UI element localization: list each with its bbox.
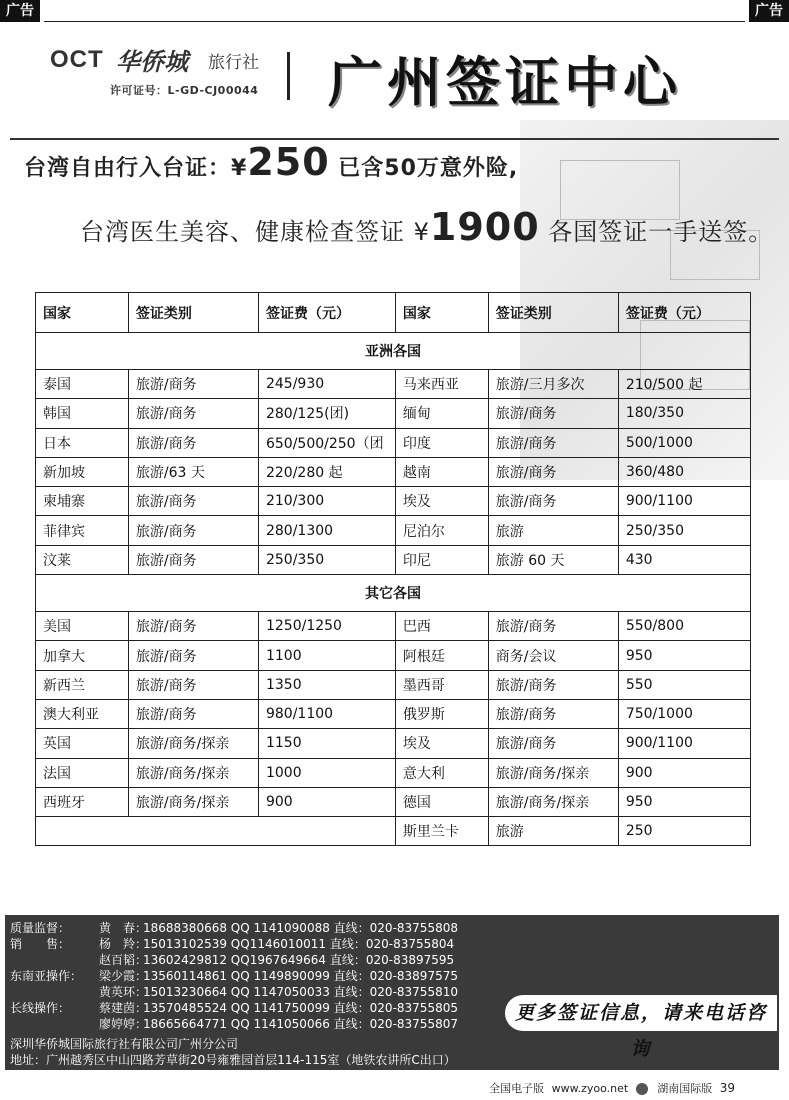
cell-country: 西班牙 <box>36 787 129 816</box>
cell-visa-type: 商务/会议 <box>488 641 618 670</box>
page-number: 39 <box>719 1081 735 1095</box>
header-visa-fee: 签证费（元） <box>618 293 750 333</box>
cell-country: 缅甸 <box>395 399 488 428</box>
cell-visa-fee: 280/125(团) <box>258 399 395 428</box>
cell-visa-type: 旅游/商务 <box>488 487 618 516</box>
ad-tag-left: 广告 <box>0 0 40 22</box>
cell-country: 印度 <box>395 428 488 457</box>
cell-country: 巴西 <box>395 612 488 641</box>
contact-name: 梁少霞： <box>99 969 148 983</box>
cell-visa-fee: 900/1100 <box>618 729 750 758</box>
section-asia: 亚洲各国 <box>36 333 751 370</box>
cell-visa-fee: 1350 <box>258 670 395 699</box>
table-row <box>36 729 751 758</box>
cell-country: 马来西亚 <box>395 370 488 399</box>
cell-visa-fee: 950 <box>618 641 750 670</box>
cell-country: 斯里兰卡 <box>395 817 488 846</box>
cell-visa-fee: 650/500/250（团 <box>258 428 395 457</box>
promo-taiwan-permit <box>24 140 518 184</box>
company-address: 地址：广州越秀区中山四路芳草街20号雍雅园首层114-115室（地铁农讲所C出口） <box>10 1053 456 1067</box>
cell-visa-type: 旅游/商务 <box>128 399 258 428</box>
cell-country: 新西兰 <box>36 670 129 699</box>
cell-visa-type: 旅游/63 天 <box>128 457 258 486</box>
promo-line2-pre: 台湾医生美容、健康检查签证 ¥ <box>80 218 430 246</box>
cell-visa-type: 旅游 <box>488 516 618 545</box>
cell-country: 韩国 <box>36 399 129 428</box>
cell-country: 法国 <box>36 758 129 787</box>
contact-line <box>5 937 605 952</box>
cell-visa-fee: 1100 <box>258 641 395 670</box>
cell-visa-fee: 1250/1250 <box>258 612 395 641</box>
contact-role: 长线操作： <box>10 1001 71 1015</box>
cell-visa-fee: 250/350 <box>618 516 750 545</box>
cell-visa-type: 旅游/商务/探亲 <box>128 729 258 758</box>
cell-visa-fee: 220/280 起 <box>258 457 395 486</box>
table-row <box>36 787 751 816</box>
cell-visa-fee: 280/1300 <box>258 516 395 545</box>
cell-country: 尼泊尔 <box>395 516 488 545</box>
contact-role: 质量监督： <box>10 921 71 935</box>
contact-line <box>5 953 605 968</box>
cell-country: 泰国 <box>36 370 129 399</box>
cell-country: 埃及 <box>395 729 488 758</box>
table-row <box>36 399 751 428</box>
cell-visa-fee: 500/1000 <box>618 428 750 457</box>
cell-visa-fee: 550/800 <box>618 612 750 641</box>
contact-name: 廖婷婷： <box>99 1017 148 1031</box>
header-visa-type: 签证类别 <box>128 293 258 333</box>
cell-visa-type: 旅游/商务 <box>128 516 258 545</box>
cell-visa-type: 旅游/三月多次 <box>488 370 618 399</box>
cell-visa-type: 旅游/商务 <box>488 729 618 758</box>
cell-visa-type: 旅游/商务 <box>488 428 618 457</box>
cell-visa-type: 旅游/商务/探亲 <box>128 758 258 787</box>
cell-visa-fee: 900 <box>258 787 395 816</box>
cell-country: 菲律宾 <box>36 516 129 545</box>
cell-visa-fee: 210/500 起 <box>618 370 750 399</box>
cell-country: 澳大利亚 <box>36 699 129 728</box>
page-footer <box>485 1080 735 1096</box>
table-row <box>36 457 751 486</box>
cell-visa-fee: 900 <box>618 758 750 787</box>
cell-country: 美国 <box>36 612 129 641</box>
cell-visa-fee: 950 <box>618 787 750 816</box>
table-row <box>36 758 751 787</box>
contact-phone: 15013230664 QQ 1147050033 直线：020-83755810 <box>143 985 458 999</box>
table-row <box>36 670 751 699</box>
footer-url[interactable]: www.zyoo.net <box>551 1082 629 1095</box>
cell-visa-type: 旅游/商务 <box>128 545 258 574</box>
divider <box>287 52 290 100</box>
cell-visa-fee: 180/350 <box>618 399 750 428</box>
cell-country: 俄罗斯 <box>395 699 488 728</box>
contact-name: 黄 春： <box>99 921 148 935</box>
cell-country: 德国 <box>395 787 488 816</box>
header-visa-type: 签证类别 <box>488 293 618 333</box>
cell-visa-type: 旅游/商务 <box>128 641 258 670</box>
page-title: 广州签证中心 <box>328 51 682 114</box>
promo-medical-visa <box>80 205 773 249</box>
contact-name: 黄英环： <box>99 985 148 999</box>
section-other: 其它各国 <box>36 575 751 612</box>
cell-visa-fee: 360/480 <box>618 457 750 486</box>
cell-country: 汶莱 <box>36 545 129 574</box>
contact-phone: 13602429812 QQ1967649664 直线：020-83897595 <box>143 953 455 967</box>
contact-name: 杨 羚： <box>99 937 148 951</box>
cell-visa-fee: 980/1100 <box>258 699 395 728</box>
promo-line1-price: 250 <box>247 140 330 184</box>
cell-country: 英国 <box>36 729 129 758</box>
table-row <box>36 641 751 670</box>
cell-visa-type: 旅游/商务 <box>488 612 618 641</box>
cell-visa-type: 旅游/商务 <box>128 612 258 641</box>
cell-visa-type: 旅游/商务 <box>488 699 618 728</box>
contact-line <box>5 969 605 984</box>
promo-line1-post: 已含50万意外险, <box>329 156 519 181</box>
agency-logo <box>50 38 280 108</box>
header-country: 国家 <box>36 293 129 333</box>
cell-country: 印尼 <box>395 545 488 574</box>
contact-phone: 15013102539 QQ1146010011 直线：020-83755804 <box>143 937 455 951</box>
cell-visa-fee: 430 <box>618 545 750 574</box>
cell-visa-fee: 1150 <box>258 729 395 758</box>
cell-country: 日本 <box>36 428 129 457</box>
cell-visa-fee: 1000 <box>258 758 395 787</box>
contact-role: 销 售： <box>10 937 71 951</box>
table-row <box>36 516 751 545</box>
table-row <box>36 612 751 641</box>
promo-line2-post: 各国签证一手送签。 <box>539 218 774 246</box>
contact-role: 东南亚操作： <box>10 969 83 983</box>
contact-name: 赵百韬： <box>99 953 148 967</box>
contact-panel <box>5 915 779 1070</box>
company-name: 深圳华侨城国际旅行社有限公司广州分公司 <box>10 1037 239 1051</box>
contact-name: 蔡建茵： <box>99 1001 148 1015</box>
cell-visa-type: 旅游/商务 <box>128 699 258 728</box>
cell-visa-fee: 750/1000 <box>618 699 750 728</box>
contact-line <box>5 921 605 936</box>
header-country: 国家 <box>395 293 488 333</box>
cell-visa-type: 旅游/商务 <box>488 670 618 699</box>
cell-visa-type: 旅游/商务 <box>128 370 258 399</box>
header <box>0 22 789 118</box>
cell-visa-type: 旅游 <box>488 817 618 846</box>
logo-agency: 旅行社 <box>208 53 259 73</box>
cell-country: 新加坡 <box>36 457 129 486</box>
footer-region: 湖南国际版 <box>657 1082 713 1095</box>
cell-country: 柬埔寨 <box>36 487 129 516</box>
table-row <box>36 370 751 399</box>
cell-country: 阿根廷 <box>395 641 488 670</box>
table-row <box>36 487 751 516</box>
cell-visa-type: 旅游/商务 <box>128 428 258 457</box>
contact-phone: 18688380668 QQ 1141090088 直线：020-83755808 <box>143 921 458 935</box>
logo-brand: OCT <box>50 46 104 73</box>
cell-visa-type: 旅游/商务 <box>128 487 258 516</box>
promo-line1-pre: 台湾自由行入台证：¥ <box>24 156 248 181</box>
more-info-banner: 更多签证信息，请来电话咨询 <box>505 995 777 1031</box>
cell-visa-type: 旅游/商务/探亲 <box>488 787 618 816</box>
cell-country: 越南 <box>395 457 488 486</box>
visa-fee-table <box>35 292 751 846</box>
logo-name: 华侨城 <box>116 47 188 76</box>
license-number: 许可证号：L-GD-CJ00044 <box>110 84 259 97</box>
cell-visa-type: 旅游/商务 <box>488 457 618 486</box>
cell-visa-fee: 250 <box>618 817 750 846</box>
cell-visa-fee: 210/300 <box>258 487 395 516</box>
table-row <box>36 817 751 846</box>
promo-line2-price: 1900 <box>429 205 540 249</box>
cell-country: 埃及 <box>395 487 488 516</box>
table-header-row <box>36 293 751 333</box>
cell-visa-fee: 900/1100 <box>618 487 750 516</box>
header-visa-fee: 签证费（元） <box>258 293 395 333</box>
cell-visa-type: 旅游 60 天 <box>488 545 618 574</box>
cell-country: 加拿大 <box>36 641 129 670</box>
cell-visa-fee: 245/930 <box>258 370 395 399</box>
cell-visa-fee: 250/350 <box>258 545 395 574</box>
site-logo-icon <box>636 1083 648 1095</box>
contact-phone: 18665664771 QQ 1141050066 直线：020-83755807 <box>143 1017 458 1031</box>
empty-cell <box>36 817 396 846</box>
cell-visa-type: 旅游/商务 <box>488 399 618 428</box>
footer-edition: 全国电子版 <box>489 1082 545 1095</box>
cell-visa-type: 旅游/商务/探亲 <box>128 787 258 816</box>
ad-tag-right: 广告 <box>749 0 789 22</box>
cell-visa-type: 旅游/商务 <box>128 670 258 699</box>
table-row <box>36 545 751 574</box>
table-row <box>36 428 751 457</box>
contact-phone: 13570485524 QQ 1141750099 直线：020-83755805 <box>143 1001 458 1015</box>
cell-visa-fee: 550 <box>618 670 750 699</box>
cell-country: 意大利 <box>395 758 488 787</box>
contact-phone: 13560114861 QQ 1149890099 直线：020-83897575 <box>143 969 458 983</box>
cell-country: 墨西哥 <box>395 670 488 699</box>
cell-visa-type: 旅游/商务/探亲 <box>488 758 618 787</box>
table-row <box>36 699 751 728</box>
